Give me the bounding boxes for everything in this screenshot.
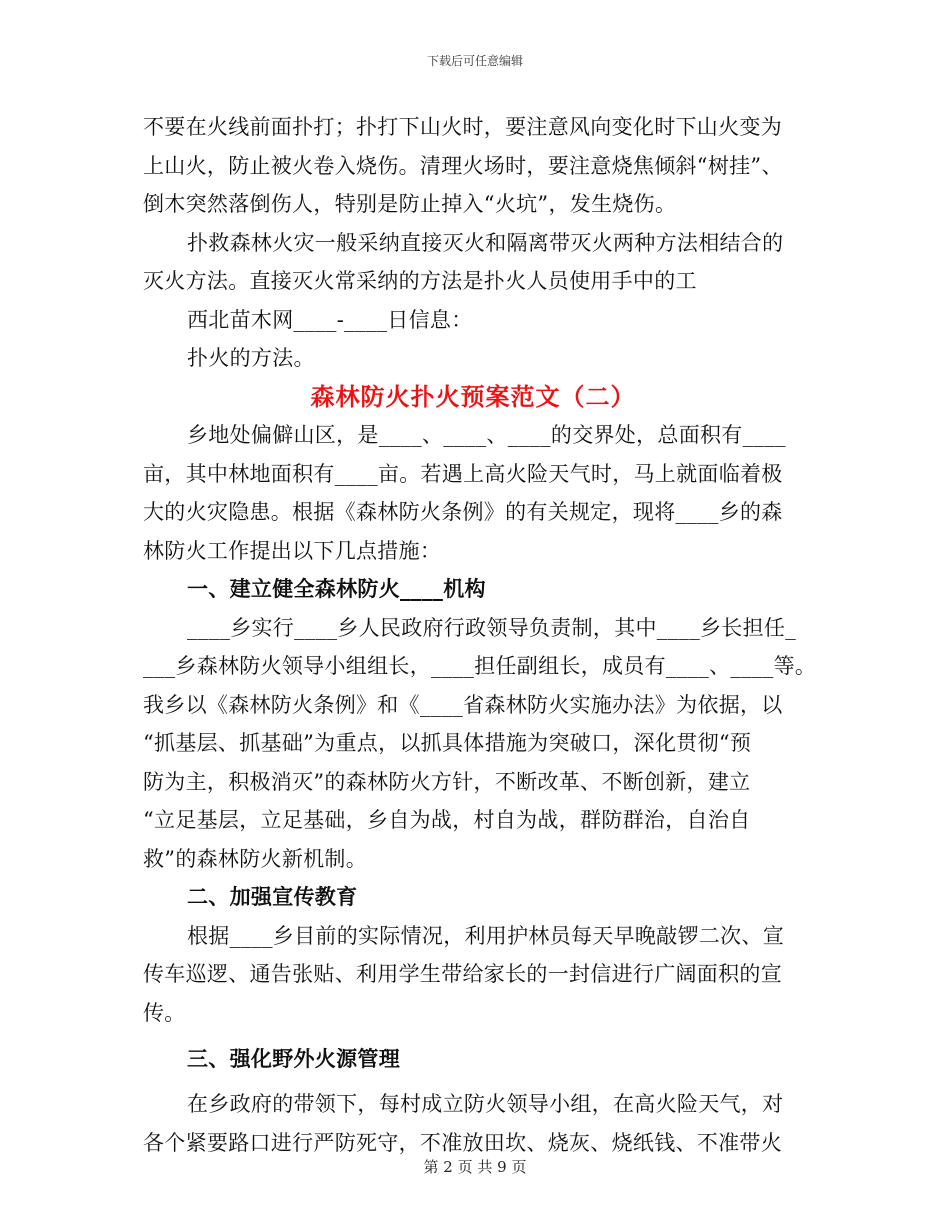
paragraph-line: 林防火工作提出以下几点措施：: [143, 538, 442, 563]
paragraph-line: 在乡政府的带领下，每村成立防火领导小组，在高火险天气，对: [187, 1092, 784, 1116]
paragraph-line: 西北苗木网____-____日信息：: [187, 307, 473, 332]
paragraph-line: 传车巡逻、通告张贴、利用学生带给家长的一封信进行广阔面积的宣: [143, 962, 782, 986]
subsection-heading: 一、建立健全森林防火____机构: [187, 576, 486, 601]
paragraph-line: ___乡森林防火领导小组组长，____担任副组长，成员有____、____等。: [143, 654, 817, 678]
paragraph-line: 不要在火线前面扑打；扑打下山火时，要注意风向变化时下山火变为: [143, 115, 782, 139]
document-body: [143, 108, 817, 1162]
paragraph-line: 扑救森林火灾一般采纳直接灭火和隔离带灭火两种方法相结合的: [187, 230, 784, 255]
page-header: 下载后可任意编辑: [426, 54, 523, 68]
paragraph-line: 灭火方法。直接灭火常采纳的方法是扑火人员使用手中的工: [143, 269, 697, 293]
paragraph-line: ____乡实行____乡人民政府行政领导负责制，其中____乡长担任_: [187, 615, 796, 640]
paragraph-line: 乡地处偏僻山区，是____、____、____的交界处，总面积有____: [187, 423, 786, 447]
paragraph-line: “立足基层，立足基础，乡自为战，村自为战，群防群治，自治自: [143, 808, 751, 832]
subsection-heading: 三、强化野外火源管理: [187, 1046, 400, 1071]
paragraph-line: 传。: [143, 1000, 186, 1025]
paragraph-line: 我乡以《森林防火条例》和《____省森林防火实施办法》为依据，以: [143, 692, 783, 717]
paragraph-line: 防为主，积极消灭”的森林防火方针，不断改革、不断创新，建立: [143, 769, 751, 794]
subsection-heading: 二、加强宣传教育: [187, 884, 358, 909]
paragraph-line: 大的火灾隐患。根据《森林防火条例》的有关规定，现将____乡的森: [143, 500, 783, 524]
paragraph-line: 根据____乡目前的实际情况，利用护林员每天早晚敲锣二次、宣: [187, 923, 784, 948]
section-title: 森林防火扑火预案范文（二）: [310, 381, 636, 411]
paragraph-line: 扑火的方法。: [187, 346, 315, 370]
paragraph-line: 救”的森林防火新机制。: [143, 846, 368, 871]
paragraph-line: 亩，其中林地面积有____亩。若遇上高火险天气时，马上就面临着极: [143, 461, 783, 486]
paragraph-line: “抓基层、抓基础”为重点，以抓具体措施为突破口，深化贯彻“预: [143, 731, 752, 755]
page-footer: 第 2 页 共 9 页: [423, 1158, 527, 1176]
paragraph-line: 各个紧要路口进行严防死守，不准放田坎、烧灰、烧纸钱、不准带火: [143, 1130, 782, 1155]
paragraph-line: 倒木突然落倒伤人，特别是防止掉入“火坑”，发生烧伤。: [143, 192, 677, 216]
paragraph-line: 上山火，防止被火卷入烧伤。清理火场时，要注意烧焦倾斜“树挂”、: [143, 153, 783, 178]
